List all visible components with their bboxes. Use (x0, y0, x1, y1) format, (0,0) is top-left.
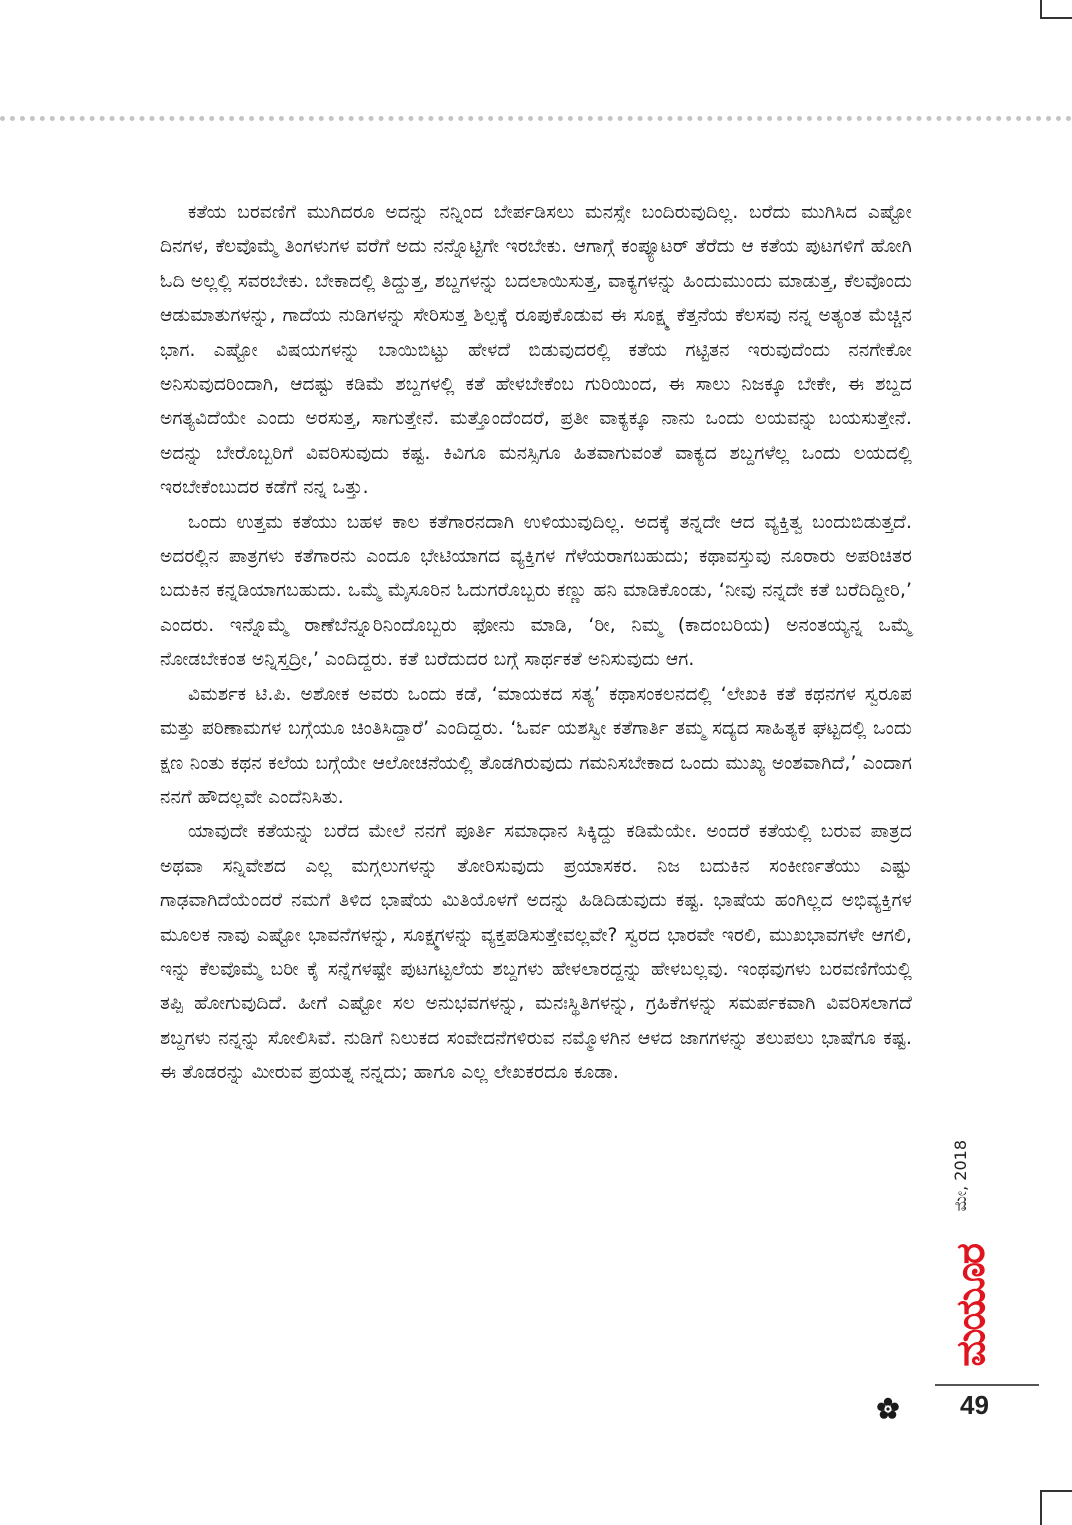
page-number-rule (935, 1384, 1039, 1386)
crop-mark-top-horizontal (1040, 17, 1072, 19)
crop-mark-top (1040, 0, 1042, 18)
magazine-logo: ಮಯೂರ (948, 1245, 994, 1367)
article-body (160, 196, 912, 1091)
crop-mark-bottom-horizontal (1040, 1490, 1072, 1492)
paragraph-3: ವಿಮರ್ಶಕ ಟಿ.ಪಿ. ಅಶೋಕ ಅವರು ಒಂದು ಕಡೆ, ‘ಮಾಯಕದ ಸತ್ಯ’ ಕಥಾಸಂಕಲನದಲ್ಲಿ ‘ಲೇಖಕಿ ಕತೆ ಕಥನಗಳ ಸ್ವರೂಪ ಮತ್ತು ಪರಿಣಾಮಗಳ ಬಗ್ಗೆಯೂ ಚಿಂತಿಸಿದ್ದಾರೆ’ ಎಂದಿದ್ದರು. ‘ಓರ್ವ ಯಶಸ್ವೀ ಕತೆಗಾರ್ತಿ ತಮ್ಮ ಸದ್ಯದ ಸಾಹಿತ್ಯಕ ಘಟ್ಟದಲ್ಲಿ ಒಂದು ಕ್ಷಣ ನಿಂತು ಕಥನ ಕಲೆಯ ಬಗ್ಗೆಯೇ ಆಲೋಚನೆಯಲ್ಲಿ ತೊಡಗಿರುವುದು ಗಮನಿಸಬೇಕಾದ ಒಂದು ಮುಖ್ಯ ಅಂಶವಾಗಿದೆ,’ ಎಂದಾಗ ನನಗೆ ಹೌದಲ್ಲವೇ ಎಂದೆನಿಸಿತು. (160, 683, 912, 808)
issue-date: ಮೇ, 2018 (951, 1140, 970, 1212)
crop-mark-bottom (1040, 1490, 1042, 1525)
paragraph-2: ಒಂದು ಉತ್ತಮ ಕತೆಯು ಬಹಳ ಕಾಲ ಕತೆಗಾರನದಾಗಿ ಉಳಿಯುವುದಿಲ್ಲ. ಅದಕ್ಕೆ ತನ್ನದೇ ಆದ ವ್ಯಕ್ತಿತ್ವ ಬಂದುಬಿಡುತ್ತದೆ. ಅದರಲ್ಲಿನ ಪಾತ್ರಗಳು ಕತೆಗಾರನು ಎಂದೂ ಭೇಟಿಯಾಗದ ವ್ಯಕ್ತಿಗಳ ಗೆಳೆಯರಾಗಬಹುದು; ಕಥಾವಸ್ತುವು ನೂರಾರು ಅಪರಿಚಿತರ ಬದುಕಿನ ಕನ್ನಡಿಯಾಗಬಹುದು. ಒಮ್ಮೆ ಮೈಸೂರಿನ ಓದುಗರೊಬ್ಬರು ಕಣ್ಣು ಹನಿ ಮಾಡಿಕೊಂಡು, ‘ನೀವು ನನ್ನದೇ ಕತೆ ಬರೆದಿದ್ದೀರಿ,’ ಎಂದರು. ಇನ್ನೊಮ್ಮೆ ರಾಣೆಬೆನ್ನೂರಿನಿಂದೊಬ್ಬರು ಫೋನು ಮಾಡಿ, ‘ರೀ, ನಿಮ್ಮ (ಕಾದಂಬರಿಯ) ಅನಂತಯ್ಯನ್ನ ಒಮ್ಮೆ ನೋಡಬೇಕಂತ ಅನ್ನಿಸ್ತದ್ರೀ,’ ಎಂದಿದ್ದರು. ಕತೆ ಬರೆದುದರ ಬಗ್ಗೆ ಸಾರ್ಥಕತೆ ಅನಿಸುವುದು ಆಗ. (160, 511, 912, 671)
paragraph-4: ಯಾವುದೇ ಕತೆಯನ್ನು ಬರೆದ ಮೇಲೆ ನನಗೆ ಪೂರ್ತಿ ಸಮಾಧಾನ ಸಿಕ್ಕಿದ್ದು ಕಡಿಮೆಯೇ. ಅಂದರೆ ಕತೆಯಲ್ಲಿ ಬರುವ ಪಾತ್ರದ ಅಥವಾ ಸನ್ನಿವೇಶದ ಎಲ್ಲ ಮಗ್ಗಲುಗಳನ್ನು ತೋರಿಸುವುದು ಪ್ರಯಾಸಕರ. ನಿಜ ಬದುಕಿನ ಸಂಕೀರ್ಣತೆಯು ಎಷ್ಟು ಗಾಢವಾಗಿದೆಯೆಂದರೆ ನಮಗೆ ತಿಳಿದ ಭಾಷೆಯ ಮಿತಿಯೊಳಗೆ ಅದನ್ನು ಹಿಡಿದಿಡುವುದು ಕಷ್ಟ. ಭಾಷೆಯ ಹಂಗಿಲ್ಲದ ಅಭಿವ್ಯಕ್ತಿಗಳ ಮೂಲಕ ನಾವು ಎಷ್ಟೋ ಭಾವನೆಗಳನ್ನು, ಸೂಕ್ಷ್ಮಗಳನ್ನು ವ್ಯಕ್ತಪಡಿಸುತ್ತೇವಲ್ಲವೇ? ಸ್ವರದ ಭಾರವೇ ಇರಲಿ, ಮುಖಭಾವಗಳೇ ಆಗಲಿ, ಇನ್ನು ಕೆಲವೊಮ್ಮೆ ಬರೀ ಕೈ ಸನ್ನೆಗಳಷ್ಟೇ ಪುಟಗಟ್ಟಲೆಯ ಶಬ್ದಗಳು ಹೇಳಲಾರದ್ದನ್ನು ಹೇಳಬಲ್ಲವು. ಇಂಥವುಗಳು ಬರವಣಿಗೆಯಲ್ಲಿ ತಪ್ಪಿ ಹೋಗುವುದಿದೆ. ಹೀಗೆ ಎಷ್ಟೋ ಸಲ ಅನುಭವಗಳನ್ನು, ಮನಃಸ್ಥಿತಿಗಳನ್ನು, ಗ್ರಹಿಕೆಗಳನ್ನು ಸಮರ್ಪಕವಾಗಿ ವಿವರಿಸಲಾಗದೆ ಶಬ್ದಗಳು ನನ್ನನ್ನು ಸೋಲಿಸಿವೆ. ನುಡಿಗೆ ನಿಲುಕದ ಸಂವೇದನೆಗಳಿರುವ ನಮ್ಮೊಳಗಿನ ಆಳದ ಜಾಗಗಳನ್ನು ತಲುಪಲು ಭಾಷೆಗೂ ಕಷ್ಟ. ಈ ತೊಡರನ್ನು ಮೀರುವ ಪ್ರಯತ್ನ ನನ್ನದು; ಹಾಗೂ ಎಲ್ಲ ಲೇಖಕರದೂ ಕೂಡಾ. (160, 821, 912, 1084)
header-dotted-rule (0, 116, 1072, 121)
paragraph-1: ಕತೆಯ ಬರವಣಿಗೆ ಮುಗಿದರೂ ಅದನ್ನು ನನ್ನಿಂದ ಬೇರ್ಪಡಿಸಲು ಮನಸ್ಸೇ ಬಂದಿರುವುದಿಲ್ಲ. ಬರೆದು ಮುಗಿಸಿದ ಎಷ್ಟೋ ದಿನಗಳ, ಕೆಲವೊಮ್ಮೆ ತಿಂಗಳುಗಳ ವರೆಗೆ ಅದು ನನ್ನೊಟ್ಟಿಗೇ ಇರಬೇಕು. ಆಗಾಗ್ಗೆ ಕಂಪ್ಯೂಟರ್ ತೆರೆದು ಆ ಕತೆಯ ಪುಟಗಳಿಗೆ ಹೋಗಿ ಓದಿ ಅಲ್ಲಲ್ಲಿ ಸವರಬೇಕು. ಬೇಕಾದಲ್ಲಿ ತಿದ್ದುತ್ತ, ಶಬ್ದಗಳನ್ನು ಬದಲಾಯಿಸುತ್ತ, ವಾಕ್ಯಗಳನ್ನು ಹಿಂದುಮುಂದು ಮಾಡುತ್ತ, ಕೆಲವೊಂದು ಆಡುಮಾತುಗಳನ್ನು, ಗಾದೆಯ ನುಡಿಗಳನ್ನು ಸೇರಿಸುತ್ತ ಶಿಲ್ಪಕ್ಕೆ ರೂಪುಕೊಡುವ ಈ ಸೂಕ್ಷ್ಮ ಕೆತ್ತನೆಯ ಕೆಲಸವು ನನ್ನ ಅತ್ಯಂತ ಮೆಚ್ಚಿನ ಭಾಗ. ಎಷ್ಟೋ ವಿಷಯಗಳನ್ನು ಬಾಯಿಬಿಟ್ಟು ಹೇಳದೆ ಬಿಡುವುದರಲ್ಲಿ ಕತೆಯ ಗಟ್ಟಿತನ ಇರುವುದೆಂದು ನನಗೇಕೋ ಅನಿಸುವುದರಿಂದಾಗಿ, ಆದಷ್ಟು ಕಡಿಮೆ ಶಬ್ದಗಳಲ್ಲಿ ಕತೆ ಹೇಳಬೇಕೆಂಬ ಗುರಿಯಿಂದ, ಈ ಸಾಲು ನಿಜಕ್ಕೂ ಬೇಕೇ, ಈ ಶಬ್ದದ ಅಗತ್ಯವಿದೆಯೇ ಎಂದು ಅರಸುತ್ತ, ಸಾಗುತ್ತೇನೆ. ಮತ್ತೊಂದೆಂದರೆ, ಪ್ರತೀ ವಾಕ್ಯಕ್ಕೂ ನಾನು ಒಂದು ಲಯವನ್ನು ಬಯಸುತ್ತೇನೆ. ಅದನ್ನು ಬೇರೊಬ್ಬರಿಗೆ ವಿವರಿಸುವುದು ಕಷ್ಟ. ಕಿವಿಗೂ ಮನಸ್ಸಿಗೂ ಹಿತವಾಗುವಂತೆ ವಾಕ್ಯದ ಶಬ್ದಗಳೆಲ್ಲ ಒಂದು ಲಯದಲ್ಲಿ ಇರಬೇಕೆಂಬುದರ ಕಡೆಗೆ ನನ್ನ ಒತ್ತು. (160, 202, 912, 499)
page-number: 49 (960, 1390, 989, 1420)
flower-icon (876, 1397, 900, 1421)
